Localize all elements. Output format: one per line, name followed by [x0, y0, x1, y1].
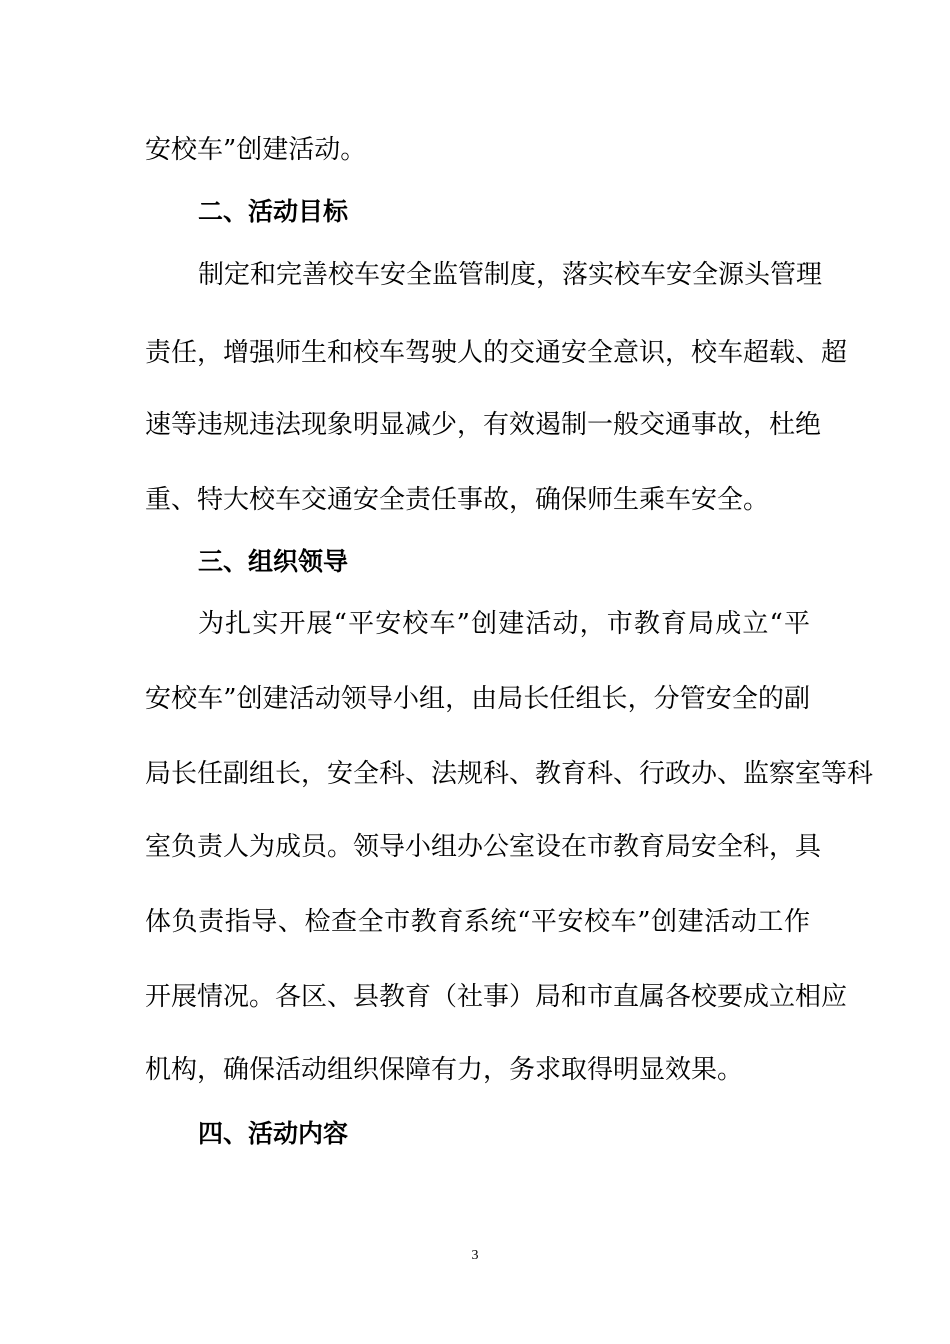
paragraph-line: 开展情况。各区、县教育（社事）局和市直属各校要成立相应 — [145, 982, 848, 1012]
section-heading-content: 四、活动内容 — [198, 1119, 349, 1148]
paragraph-line: 速等违规违法现象明显减少，有效遏制一般交通事故，杜绝 — [145, 410, 822, 440]
paragraph-line: 安校车”创建活动领导小组，由局长任组长，分管安全的副 — [145, 684, 810, 714]
paragraph-line: 机构，确保活动组织保障有力，务求取得明显效果。 — [145, 1055, 744, 1085]
paragraph-line: 重、特大校车交通安全责任事故，确保师生乘车安全。 — [145, 485, 770, 515]
paragraph-line: 制定和完善校车安全监管制度，落实校车安全源头管理 — [198, 260, 823, 290]
page-number: 3 — [471, 1248, 479, 1263]
paragraph-line: 安校车”创建活动。 — [145, 135, 367, 165]
section-heading-goals: 二、活动目标 — [198, 197, 349, 226]
paragraph-line: 体负责指导、检查全市教育系统“平安校车”创建活动工作 — [145, 907, 810, 937]
paragraph-line: 室负责人为成员。领导小组办公室设在市教育局安全科，具 — [145, 832, 822, 862]
paragraph-line: 局长任副组长，安全科、法规科、教育科、行政办、监察室等科 — [145, 759, 874, 789]
section-heading-leadership: 三、组织领导 — [198, 547, 349, 576]
paragraph-line: 为扎实开展“平安校车”创建活动，市教育局成立“平 — [198, 609, 810, 639]
paragraph-line: 责任，增强师生和校车驾驶人的交通安全意识，校车超载、超 — [145, 338, 848, 368]
